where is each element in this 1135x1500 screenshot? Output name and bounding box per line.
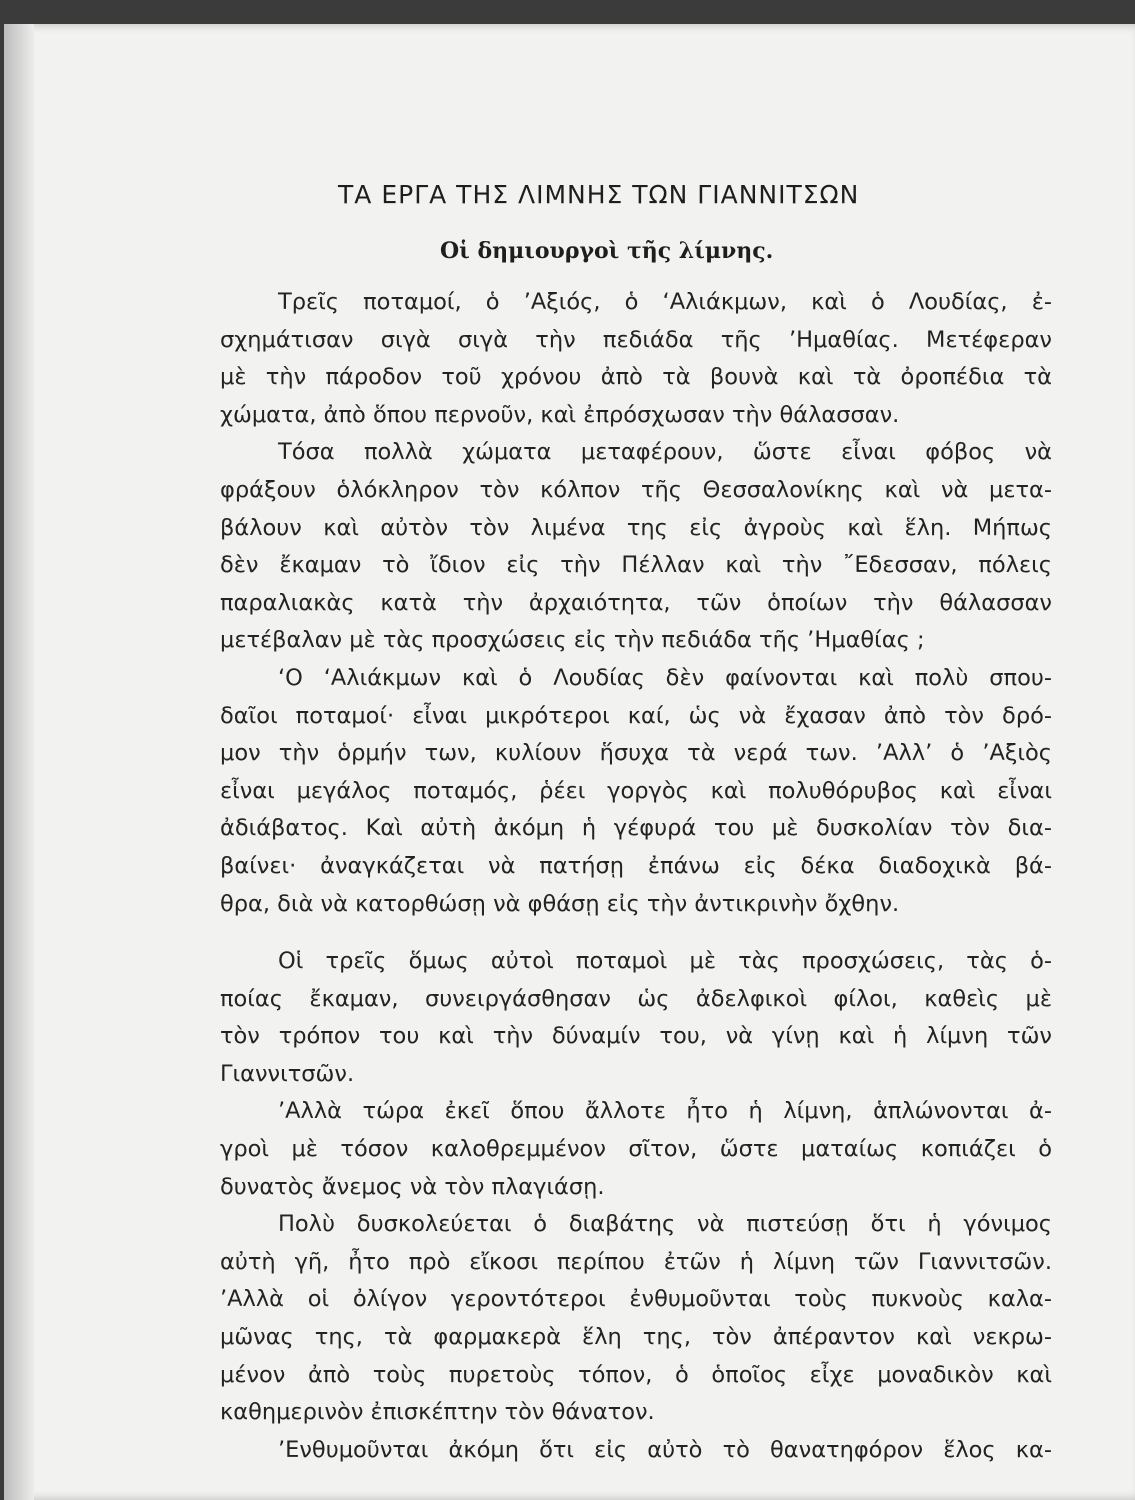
text-line: μετέβαλαν μὲ τὰς προσχώσεις εἰς τὴν πεδιάδα τῆς ’Ημαθίας ; — [220, 627, 925, 654]
text-line: χώματα, ἀπὸ ὅπου περνοῦν, καὶ ἐπρόσχωσαν τὴν θάλασσαν. — [220, 401, 900, 428]
text-line: ἀδιάβατος. Καὶ αὐτὴ ἀκόμη ἡ γέφυρά του μὲ δυσκολίαν τὸν δια- — [220, 815, 1052, 842]
text-line: σχημάτισαν σιγὰ σιγὰ τὴν πεδιάδα τῆς ’Ημαθίας. Μετέφεραν — [220, 326, 1052, 353]
text-line: Οἱ τρεῖς ὅμως αὐτοὶ ποταμοὶ μὲ τὰς προσχώσεις, τὰς ὁ- — [278, 948, 1052, 975]
text-line: Τρεῖς ποταμοί, ὁ ’Αξιός, ὁ ‘Αλιάκμων, καὶ ὁ Λουδίας, ἐ- — [278, 289, 1052, 315]
text-line: ποίας ἔκαμαν, συνειργάσθησαν ὡς ἀδελφικοὶ φίλοι, καθεὶς μὲ — [220, 985, 1052, 1012]
text-line: δαῖοι ποταμοί· εἶναι μικρότεροι καί, ὡς νὰ ἔχασαν ἀπὸ τὸν δρό- — [220, 702, 1052, 729]
text-line: εἶναι μεγάλος ποταμός, ῥέει γοργὸς καὶ πολυθόρυβος καὶ εἶναι — [220, 777, 1052, 804]
text-line: καθημερινὸν ἐπισκέπτην τὸν θάνατον. — [220, 1399, 655, 1426]
page-title: ΤΑ ΕΡΓΑ ΤΗΣ ΛΙΜΝΗΣ ΤΩΝ ΓΙΑΝΝΙΤΣΩΝ — [338, 180, 860, 209]
text-line: βαίνει· ἀναγκάζεται νὰ πατήσῃ ἐπάνω εἰς δέκα διαδοχικὰ βά- — [220, 852, 1052, 879]
text-line: φράξουν ὁλόκληρον τὸν κόλπον τῆς Θεσσαλονίκης καὶ νὰ μετα- — [220, 476, 1052, 503]
paragraph — [220, 1093, 1052, 1206]
text-line: μῶνας της, τὰ φαρμακερὰ ἕλη της, τὸν ἀπέραντον καὶ νεκρω- — [220, 1324, 1052, 1351]
text-line: ‘Ο ‘Αλιάκμων καὶ ὁ Λουδίας δὲν φαίνονται καὶ πολὺ σπου- — [278, 664, 1052, 691]
text-line: μένον ἀπὸ τοὺς πυρετοὺς τόπον, ὁ ὁποῖος εἶχε μοναδικὸν καὶ — [220, 1361, 1052, 1388]
text-line: μὲ τὴν πάροδον τοῦ χρόνου ἀπὸ τὰ βουνὰ καὶ τὰ ὀροπέδια τὰ — [220, 364, 1052, 391]
text-line: τὸν τρόπον του καὶ τὴν δύναμίν του, νὰ γίνῃ καὶ ἡ λίμνη τῶν — [220, 1023, 1052, 1050]
paragraph — [220, 434, 1052, 660]
paragraph — [220, 943, 1052, 1093]
text-line: θρα, διὰ νὰ κατορθώσῃ νὰ φθάσῃ εἰς τὴν ἀντικρινὴν ὄχθην. — [220, 890, 900, 917]
text-line: ’Ενθυμοῦνται ἀκόμη ὅτι εἰς αὐτὸ τὸ θανατηφόρον ἕλος κα- — [278, 1436, 1052, 1463]
paragraph — [220, 1206, 1052, 1432]
paragraph-gap — [220, 923, 1052, 943]
text-line: ’Αλλὰ οἱ ὀλίγον γεροντότεροι ἐνθυμοῦνται τοὺς πυκνοὺς καλα- — [220, 1286, 1052, 1313]
text-line: αὐτὴ γῆ, ἦτο πρὸ εἴκοσι περίπου ἐτῶν ἡ λίμνη τῶν Γιαννιτσῶν. — [220, 1248, 1052, 1275]
bleed-through-mark — [922, 140, 927, 158]
paragraph — [220, 660, 1052, 923]
paragraph — [220, 284, 1052, 434]
text-line: Πολὺ δυσκολεύεται ὁ διαβάτης νὰ πιστεύσῃ ὅτι ἡ γόνιμος — [278, 1211, 1052, 1238]
text-line: Τόσα πολλὰ χώματα μεταφέρουν, ὥστε εἶναι φόβος νὰ — [278, 439, 1052, 466]
text-line: βάλουν καὶ αὐτὸν τὸν λιμένα της εἰς ἀγροὺς καὶ ἕλη. Μήπως — [220, 514, 1052, 541]
text-line: γροὶ μὲ τόσον καλοθρεμμένον σῖτον, ὥστε ματαίως κοπιάζει ὁ — [220, 1136, 1052, 1163]
page-subtitle: Οἱ δημιουργοὶ τῆς λίμνης. — [440, 238, 774, 264]
text-line: παραλιακὰς κατὰ τὴν ἀρχαιότητα, τῶν ὁποίων τὴν θάλασσαν — [220, 589, 1052, 616]
text-line: δυνατὸς ἄνεμος νὰ τὸν πλαγιάσῃ. — [220, 1173, 605, 1200]
text-line: ’Αλλὰ τώρα ἐκεῖ ὅπου ἄλλοτε ἦτο ἡ λίμνη, ἁπλώνονται ἀ- — [278, 1098, 1052, 1125]
paragraph — [220, 1432, 1052, 1470]
text-line: μον τὴν ὁρμήν των, κυλίουν ἥσυχα τὰ νερά των. ’Αλλ’ ὁ ’Αξιὸς — [220, 740, 1052, 767]
text-line: Γιαννιτσῶν. — [220, 1060, 355, 1087]
body-text — [220, 284, 1052, 1469]
text-line: δὲν ἔκαμαν τὸ ἴδιον εἰς τὴν Πέλλαν καὶ τὴν ῎Εδεσσαν, πόλεις — [220, 552, 1052, 579]
